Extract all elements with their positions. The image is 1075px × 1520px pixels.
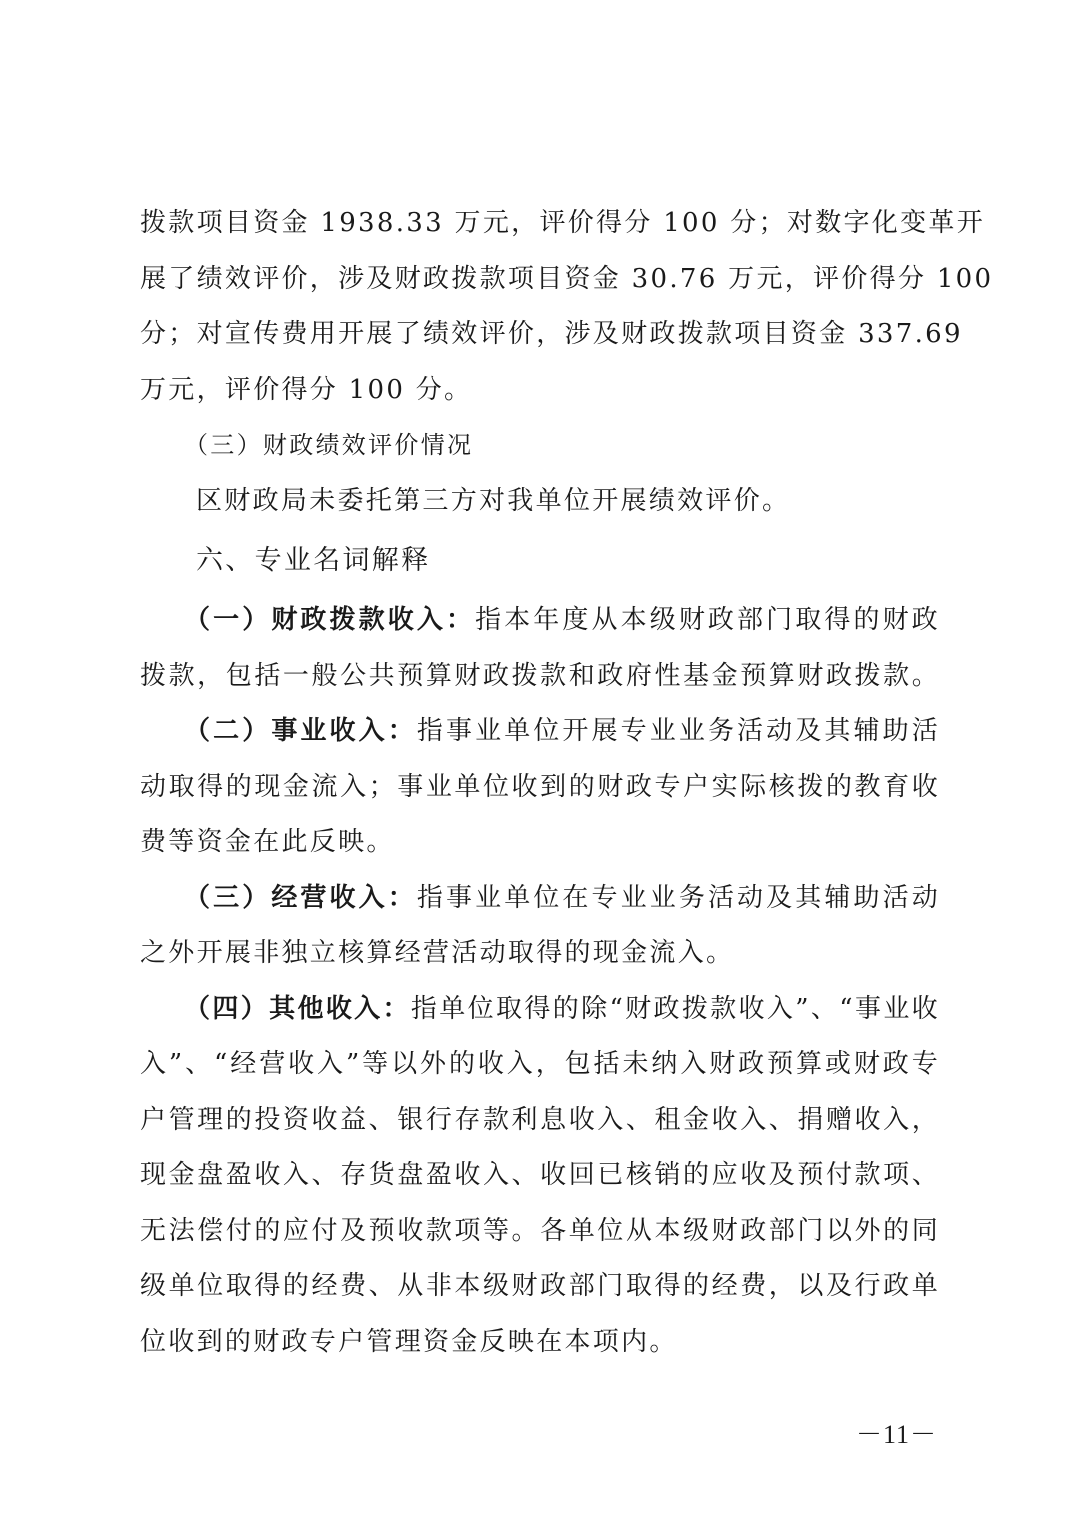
term-line: 无法偿付的应付及预收款项等。各单位从本级财政部门以外的同 [140,1215,940,1246]
term-line: 费等资金在此反映。 [140,827,395,857]
term-first-line [140,704,940,760]
term-text: 指本年度从本级财政部门取得的财政 [475,605,940,635]
term-text: 指事业单位在专业业务活动及其辅助活动 [416,882,941,913]
term-label: （一）财政拨款收入： [184,605,476,635]
section-heading: （三）财政绩效评价情况 [184,431,474,459]
term-line: 动取得的现金流入；事业单位收到的财政专户实际核拨的教育收 [140,771,940,802]
paragraph-line: 万元，评价得分 100 分。 [140,374,473,405]
section-body: 区财政局未委托第三方对我单位开展绩效评价。 [196,485,791,516]
term-line: 位收到的财政专户管理资金反映在本项内。 [140,1326,678,1357]
term-first-line [140,593,940,649]
term-line: 户管理的投资收益、银行存款利息收入、租金收入、捐赠收入， [140,1104,940,1135]
term-line: 之外开展非独立核算经营活动取得的现金流入。 [140,938,735,968]
term-line: 级单位取得的经费、从非本级财政部门取得的经费，以及行政单 [140,1271,940,1301]
paragraph-line: 展了绩效评价，涉及财政拨款项目资金 30.76 万元，评价得分 100 [140,263,994,294]
term-line: 现金盘盈收入、存货盘盈收入、收回已核销的应收及预付款项、 [140,1160,940,1190]
chapter-heading: 六、专业名词解释 [196,545,431,576]
term-line: 入”、“经营收入”等以外的收入，包括未纳入财政预算或财政专 [140,1049,940,1079]
term-line: 拨款，包括一般公共预算财政拨款和政府性基金预算财政拨款。 [140,660,940,691]
term-text: 指单位取得的除“财政拨款收入”、“事业收 [410,993,940,1024]
page-number: －11－ [855,1420,937,1449]
paragraph-line: 分；对宣传费用开展了绩效评价，涉及财政拨款项目资金 337.69 [140,319,963,349]
term-first-line [140,871,940,927]
term-first-line [140,982,940,1038]
term-label: （三）经营收入： [184,882,417,913]
term-text: 指事业单位开展专业业务活动及其辅助活 [416,716,941,746]
term-label: （四）其他收入： [184,993,411,1024]
term-label: （二）事业收入： [184,716,417,746]
paragraph-line: 拨款项目资金 1938.33 万元，评价得分 100 分；对数字化变革开 [140,208,986,238]
page-body [140,196,994,1370]
